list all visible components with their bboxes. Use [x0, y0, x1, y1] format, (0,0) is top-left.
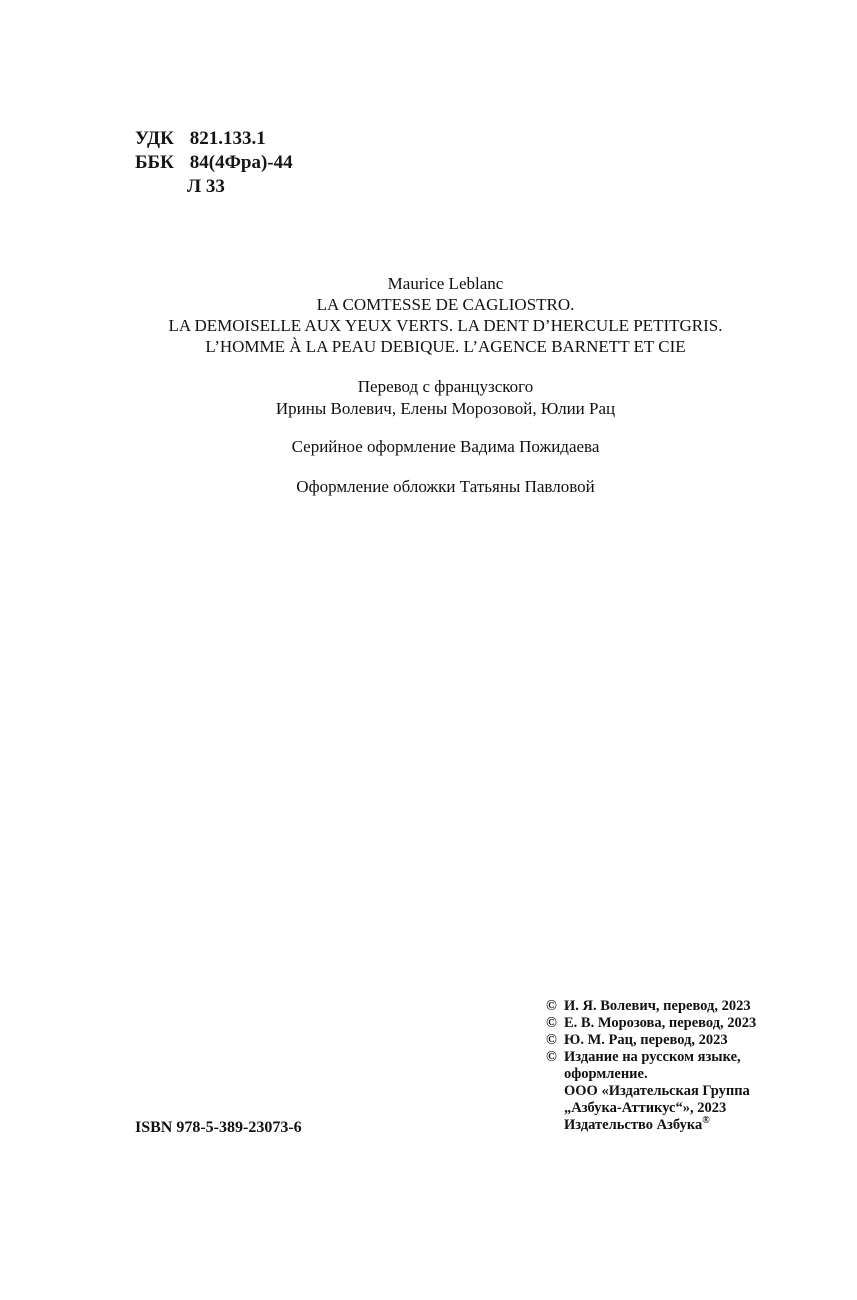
registered-mark: ® — [702, 1115, 710, 1127]
original-title-line: LA DEMOISELLE AUX YEUX VERTS. LA DENT D’HERCULE PETITGRIS. — [168, 316, 723, 335]
isbn: ISBN 978-5-389-23073-6 — [135, 1119, 302, 1136]
copyright-continuation: ООО «Издательская Группа — [564, 1083, 750, 1099]
udk-line — [135, 127, 293, 151]
copyright-entry — [546, 1049, 846, 1066]
series-design-credit — [0, 436, 857, 458]
series-design: Серийное оформление Вадима Пожидаева — [291, 437, 600, 456]
translation-intro: Перевод с французского — [357, 377, 534, 396]
copyright-notices — [546, 998, 846, 1134]
copyright-text: Е. В. Морозова, перевод, 2023 — [564, 1015, 757, 1031]
copyright-symbol: © — [546, 1015, 557, 1031]
udk-label: УДК — [135, 128, 174, 149]
classification-block — [135, 127, 293, 199]
bbk-value: 84(4Фра)-44 — [189, 152, 293, 173]
copyright-symbol: © — [546, 1049, 557, 1065]
original-author: Maurice Leblanc — [387, 274, 504, 293]
title-block — [0, 273, 857, 357]
translators: Ирины Волевич, Елены Морозовой, Юлии Рац — [275, 399, 616, 418]
publisher-name: Издательство Азбука — [564, 1117, 703, 1133]
original-title-line: L’HOMME À LA PEAU DEBIQUE. L’AGENCE BARNETT ET CIE — [205, 337, 686, 356]
copyright-entry — [546, 1032, 846, 1049]
publisher-line — [546, 1117, 846, 1134]
bbk-label: ББК — [135, 152, 174, 173]
copyright-text: Ю. М. Рац, перевод, 2023 — [564, 1032, 728, 1048]
copyright-text: И. Я. Волевич, перевод, 2023 — [564, 998, 751, 1014]
copyright-symbol: © — [546, 998, 557, 1014]
copyright-text: Издание на русском языке, — [564, 1049, 741, 1065]
copyright-symbol: © — [546, 1032, 557, 1048]
original-title-line: LA COMTESSE DE CAGLIOSTRO. — [316, 295, 575, 314]
cover-design-credit — [0, 476, 857, 498]
copyright-continuation: оформление. — [564, 1066, 648, 1082]
copyright-entry — [546, 998, 846, 1015]
udk-value: 821.133.1 — [189, 128, 266, 149]
cover-design: Оформление обложки Татьяны Павловой — [296, 477, 595, 496]
copyright-continuation: „Азбука-Аттикус“», 2023 — [564, 1100, 727, 1116]
bbk-line — [135, 151, 293, 175]
translation-credits — [0, 376, 857, 420]
author-mark: Л 33 — [187, 176, 225, 197]
copyright-entry — [546, 1015, 846, 1032]
